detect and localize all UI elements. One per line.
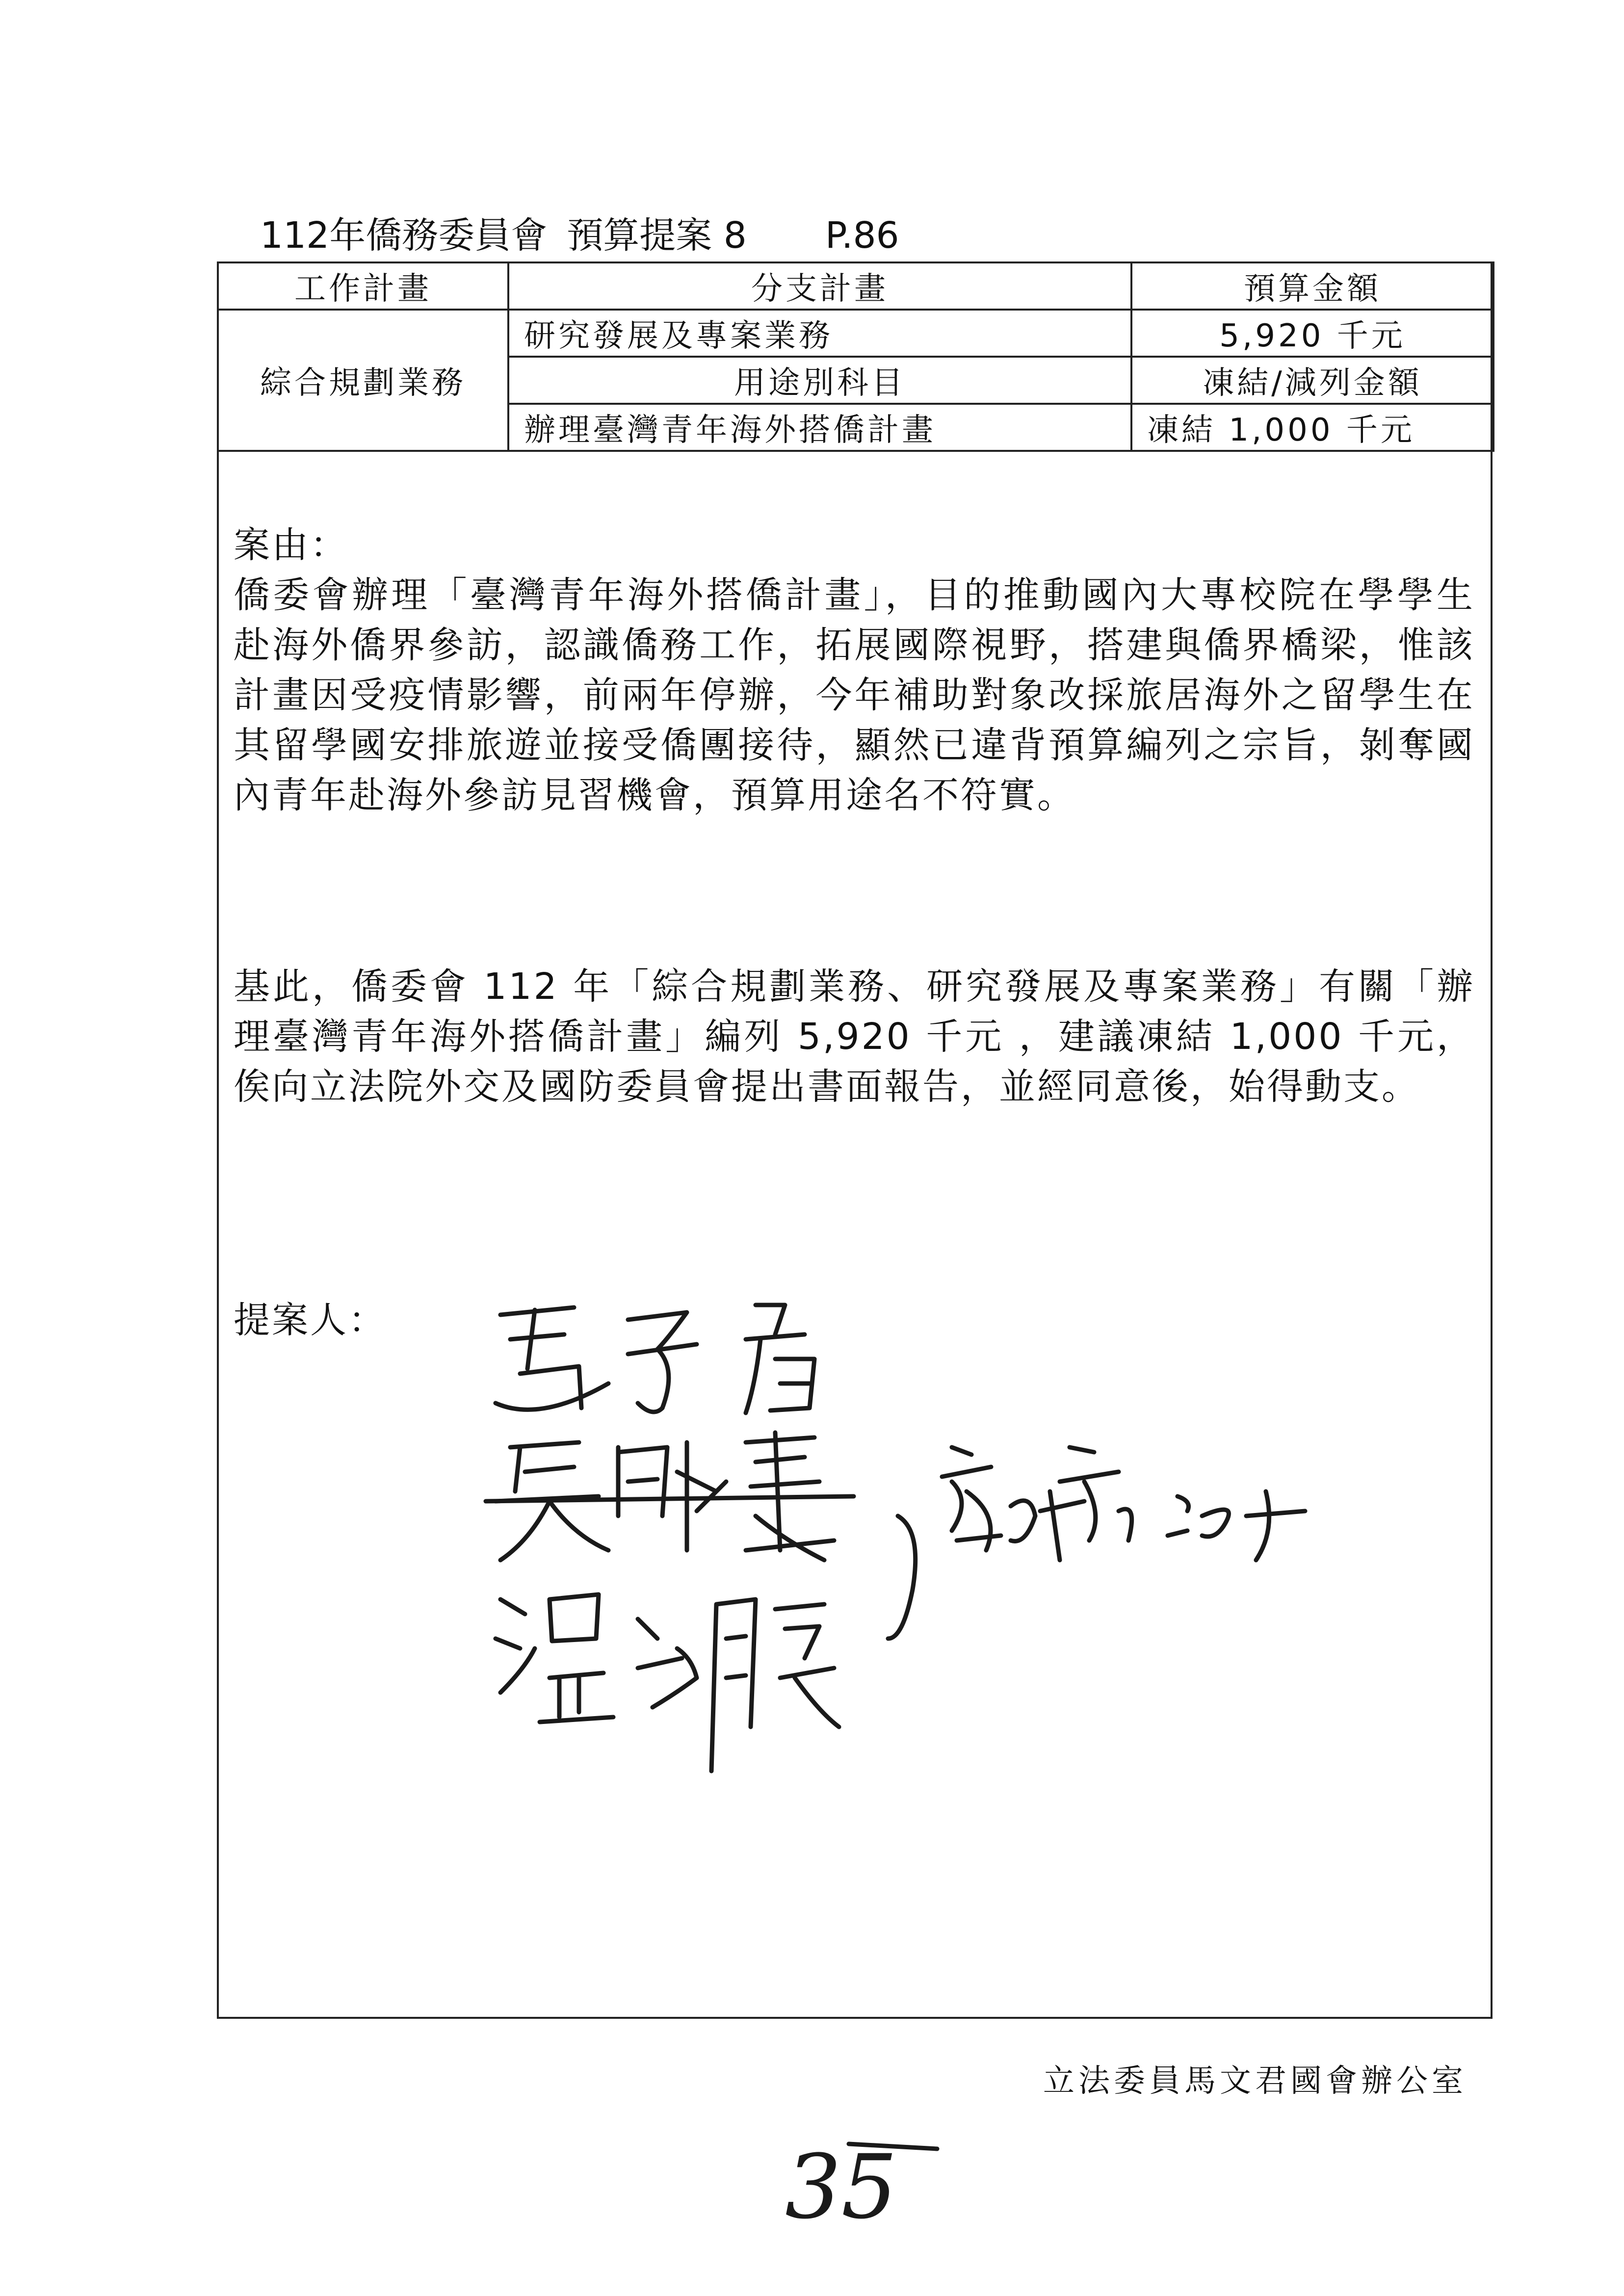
basis-paragraph: 基此，僑委會 112 年「綜合規劃業務、研究發展及專案業務」有關「辦理臺灣青年海外搭僑計畫」編列 5,920 千元 ，建議凍結 1,000 千元，俟向立法院外交及國防委員會提出書面報告，並經同意後，始得動支。	[234, 965, 1475, 1108]
table-header-row	[218, 262, 1493, 310]
reason-label-text: 案由：	[234, 524, 348, 566]
freeze-header-cell: 凍結/減列金額	[1131, 357, 1493, 404]
header-page-ref: P.86	[825, 214, 899, 257]
signature-ma-wen-chun	[496, 1305, 814, 1413]
basis-body	[234, 962, 1475, 1112]
usage-item-cell: 辦理臺灣青年海外搭僑計畫	[508, 404, 1131, 451]
plan-name-cell: 綜合規劃業務	[218, 310, 508, 451]
reason-body	[234, 570, 1475, 820]
freeze-amount-cell: 凍結 1,000 千元	[1131, 404, 1493, 451]
signature-wu-si-huai	[486, 1433, 854, 1560]
header-title: 年僑務委員會	[329, 214, 548, 257]
signature-wen-yu-hsia	[496, 1594, 839, 1771]
branch-amount-cell: 5,920 千元	[1131, 310, 1493, 357]
budget-table	[217, 261, 1494, 452]
signature-tseng-ming-tsung	[888, 1447, 1305, 1639]
col-branch-header: 分支計畫	[508, 262, 1131, 310]
table-row	[218, 310, 1493, 357]
col-plan-header: 工作計畫	[218, 262, 508, 310]
header-proposal: 預算提案 8	[567, 214, 747, 257]
usage-header-cell: 用途別科目	[508, 357, 1131, 404]
signatures-area	[481, 1285, 1315, 1791]
page-number-text: 35	[785, 2136, 898, 2239]
reason-paragraph: 僑委會辦理「臺灣青年海外搭僑計畫」，目的推動國內大專校院在學學生赴海外僑界參訪，認識僑務工作，拓展國際視野，搭建與僑界橋梁，惟該計畫因受疫情影響，前兩年停辦，今年補助對象改採旅居海外之留學生在其留學國安排旅遊並接受僑團接待，顯然已違背預算編列之宗旨，剝奪國內青年赴海外參訪見習機會，預算用途名不符實。	[234, 574, 1475, 816]
branch-name-cell: 研究發展及專案業務	[508, 310, 1131, 357]
proposer-label-text: 提案人：	[234, 1299, 387, 1341]
col-amount-header: 預算金額	[1131, 262, 1493, 310]
page-number	[775, 2134, 952, 2242]
document-header	[260, 209, 899, 262]
reason-label	[234, 520, 1475, 570]
header-year: 112	[260, 214, 330, 257]
footer-office: 立法委員馬文君國會辦公室	[1043, 2063, 1467, 2099]
